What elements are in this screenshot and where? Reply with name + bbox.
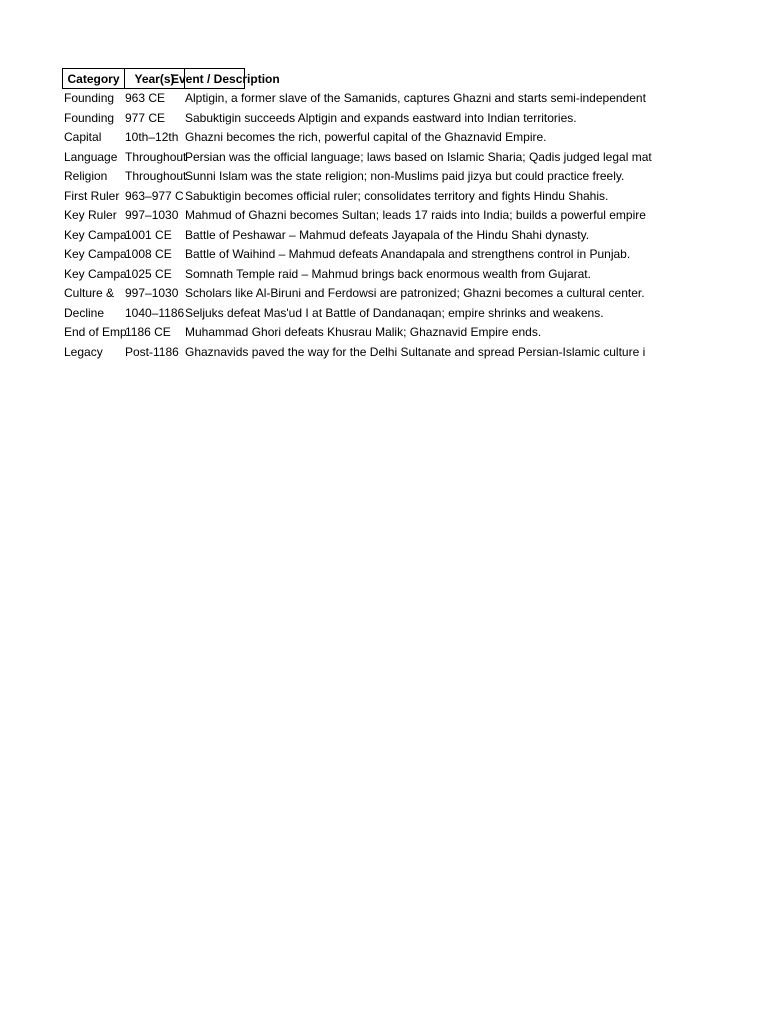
cell-description[interactable]: Persian was the official language; laws based on Islamic Sharia; Qadis judged legal mat [185, 149, 652, 164]
cell-years[interactable]: 963 CE [125, 91, 166, 105]
cell-description[interactable]: Battle of Peshawar – Mahmud defeats Jayapala of the Hindu Shahi dynasty. [185, 227, 590, 242]
table-row [62, 109, 668, 129]
cell-category[interactable]: Language [64, 149, 118, 164]
cell-description[interactable]: Mahmud of Ghazni becomes Sultan; leads 17 raids into India; builds a powerful empire [185, 208, 646, 222]
header-description-cell[interactable] [171, 68, 280, 89]
cell-years[interactable]: 997–1030 [125, 286, 179, 300]
cell-category[interactable]: Decline [64, 305, 105, 320]
cell-description[interactable]: Alptigin, a former slave of the Samanids, captures Ghazni and starts semi-independent [185, 91, 646, 105]
table-row [62, 284, 668, 304]
cell-category[interactable]: Founding [64, 91, 115, 105]
cell-description[interactable]: Seljuks defeat Mas'ud I at Battle of Dandanaqan; empire shrinks and weakens. [185, 305, 604, 320]
cell-years[interactable]: Post-1186 [125, 344, 179, 359]
table-row [62, 265, 668, 285]
cell-description[interactable]: Somnath Temple raid – Mahmud brings back enormous wealth from Gujarat. [185, 266, 591, 281]
cell-description[interactable]: Sabuktigin succeeds Alptigin and expands eastward into Indian territories. [185, 110, 577, 125]
cell-category[interactable]: Key Ruler [64, 208, 117, 222]
cell-category[interactable]: Capital [64, 130, 102, 144]
table-row [62, 206, 668, 226]
table-row [62, 323, 668, 343]
cell-years[interactable]: 977 CE [125, 110, 166, 125]
table-row [62, 187, 668, 207]
cell-description[interactable]: Scholars like Al-Biruni and Ferdowsi are patronized; Ghazni becomes a cultural center. [185, 286, 645, 300]
cell-description[interactable]: Sunni Islam was the state religion; non-Muslims paid jizya but could practice freely. [185, 169, 625, 183]
header-category[interactable]: Category [62, 68, 125, 89]
table-row [62, 343, 668, 363]
table-row [62, 304, 668, 324]
cell-years[interactable]: 10th–12th [125, 130, 179, 144]
cell-years[interactable]: 1040–1186 [125, 305, 185, 320]
cell-years[interactable]: Throughout [125, 169, 187, 183]
header-row [62, 68, 668, 89]
cell-category[interactable]: Key Campa [64, 266, 127, 281]
table-row [62, 167, 668, 187]
cell-years[interactable]: 1186 CE [125, 325, 171, 339]
cell-description[interactable]: Ghaznavids paved the way for the Delhi Sultanate and spread Persian-Islamic culture i [185, 344, 646, 359]
table-body [62, 89, 668, 362]
table-row [62, 89, 668, 109]
cell-category[interactable]: Founding [64, 110, 115, 125]
table-row [62, 128, 668, 148]
table-row [62, 245, 668, 265]
cell-years[interactable]: 1001 CE [125, 227, 172, 242]
cell-category[interactable]: Culture & [64, 286, 115, 300]
cell-years[interactable]: 1008 CE [125, 247, 172, 261]
cell-category[interactable]: End of Emp [64, 325, 127, 339]
header-years[interactable]: Year(s) [124, 68, 185, 89]
header-description: Event / Description [171, 72, 280, 86]
cell-description[interactable]: Muhammad Ghori defeats Khusrau Malik; Ghaznavid Empire ends. [185, 325, 542, 339]
cell-years[interactable]: 997–1030 [125, 208, 179, 222]
cell-category[interactable]: Key Campa [64, 227, 127, 242]
cell-category[interactable]: Religion [64, 169, 108, 183]
table-row [62, 226, 668, 246]
cell-description[interactable]: Sabuktigin becomes official ruler; consolidates territory and fights Hindu Shahis. [185, 188, 609, 203]
cell-category[interactable]: First Ruler [64, 188, 120, 203]
cell-category[interactable]: Legacy [64, 344, 103, 359]
cell-years[interactable]: 1025 CE [125, 266, 172, 281]
cell-category[interactable]: Key Campa [64, 247, 127, 261]
table-row [62, 148, 668, 168]
cell-description[interactable]: Ghazni becomes the rich, powerful capital of the Ghaznavid Empire. [185, 130, 547, 144]
cell-description[interactable]: Battle of Waihind – Mahmud defeats Anandapala and strengthens control in Punjab. [185, 247, 631, 261]
cell-years[interactable]: Throughout [125, 149, 187, 164]
cell-years[interactable]: 963–977 C [125, 188, 184, 203]
spreadsheet-table [62, 68, 668, 362]
